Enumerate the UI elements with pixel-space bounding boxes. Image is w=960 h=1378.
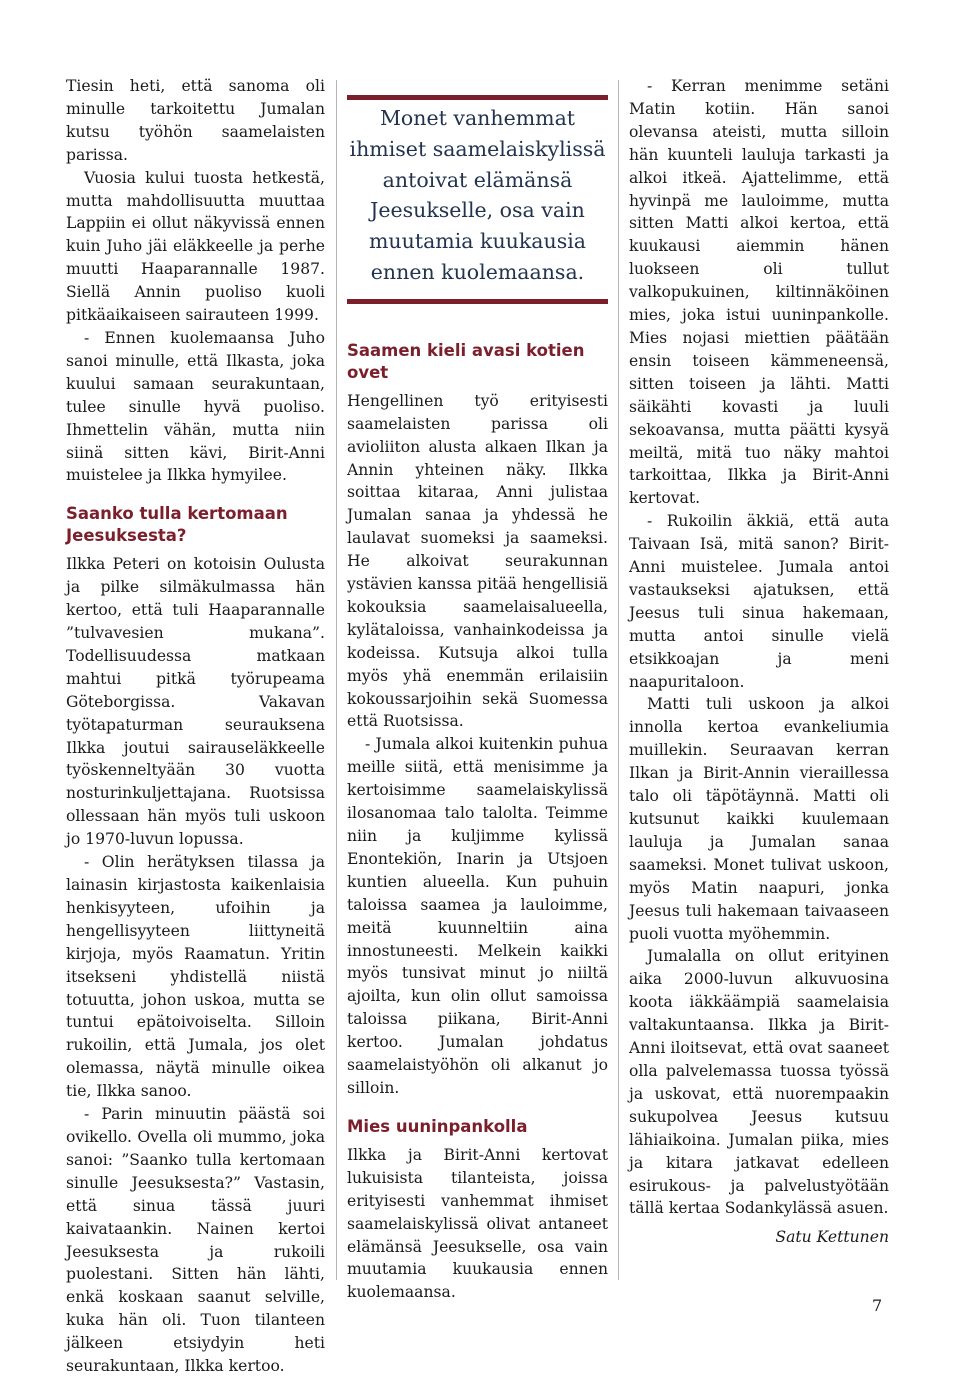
article-column-3: [629, 75, 889, 1249]
column-divider: [336, 80, 337, 1280]
paragraph: Vuosia kului tuosta hetkestä, mutta mahdollisuutta muuttaa Lappiin ei ollut näkyvissä ennen kuin Juho jäi eläkkeelle ja perhe muutti Haaparannalle 1987. Siellä Annin puoliso kuoli pitkäaikaiseen sairauteen 1999.: [66, 168, 325, 325]
paragraph: Ilkka Peteri on kotoisin Oulusta ja pilke silmäkulmassa hän kertoo, että tuli Haaparannalle ”tulvavesien mukana”. Todellisuudessa matkaan mahtui pitkä työrupeama Göteborgissa. Vakavan työtapaturman seurauksena Ilkka joutui sairauseläkkeelle työskenneltyään 30 vuotta nosturinkuljettajana. Ruotsissa ollessaan hän myös tuli uskoon jo 1970-luvun lopussa.: [66, 555, 325, 849]
section-heading: Saanko tulla kertomaan Jeesuksesta?: [66, 504, 288, 546]
paragraph: - Ennen kuolemaansa Juho sanoi minulle, että Ilkasta, joka kuului samaan seurakuntaan, tulee sinulle hyvä puoliso. Ihmettelin vähän, mutta niin siinä sitten kävi, Birit-Anni muistelee ja Ilkka hymyilee.: [66, 328, 325, 485]
paragraph: - Kerran menimme setäni Matin kotiin. Hän sanoi olevansa ateisti, mutta silloin hän kuunteli lauluja tarkasti ja alkoi itkeä. Ajattelimme, että hyvinpä me lauloimme, mutta sitten Matti alkoi kertoa, että kuukausi aiemmin hänen luokseen oli tullut valkopukuinen, kiltinnäköinen mies, joka istui uuninpankolle. Mies nojasi miettien päätään ensin toiseen kämmeneensä, sitten toiseen ja lähti. Matti säikähti kovasti ja luuli sekoavansa, mutta päätti kysyä meiltä, mitä tuo näky mahtoi tarkoittaa, Ilkka ja Birit-Anni kertovat.: [629, 77, 889, 508]
paragraph: - Rukoilin äkkiä, että auta Taivaan Isä, mitä sanon? Birit-Anni muistelee. Jumala antoi vastaukseksi ajatuksen, että Jeesus tuli sinua hakemaan, mutta antoi sinulle vielä etsikkoajan ja meni naapuritaloon.: [629, 512, 889, 691]
paragraph: Hengellinen työ erityisesti saamelaisten parissa oli avioliiton alusta alkaen Ilkan ja Annin yhteinen näky. Ilkka soittaa kitaraa, Anni julistaa Jumalan sanaa ja yhdessä he laulavat suomeksi ja saameksi. He alkoivat seurakunnan ystävien kanssa pitää hengellisiä kokouksia saamelaisalueella, kylätaloissa, vanhainkodeissa ja kodeissa. Kutsuja alkoi tulla myös yhä enemmän erilaisiin kokoussarjoihin sekä Suomessa että Ruotsissa.: [347, 391, 608, 731]
section-heading: Saamen kieli avasi kotien ovet: [347, 340, 585, 382]
article-column-1: [66, 75, 325, 1378]
paragraph: - Jumala alkoi kuitenkin puhua meille siitä, että menisimme ja kertoisimme saamelaiskylissä ilosanomaa talo talolta. Teimme niin ja kuljimme kylissä Enontekiön, Inarin ja Utsjoen kuntien alueella. Kun puhuin taloissa saamea ja lauloimme, meitä kuunneltiin aina innostuneesti. Melkein kaikki myös tunsivat minut jo niiltä ajoilta, kun olin ollut samoissa taloissa piikana, Birit-Anni kertoo. Jumalan johdatus saamelaistyöhön oli alkanut jo silloin.: [347, 735, 608, 1097]
column-divider: [618, 80, 619, 1280]
pull-quote: [347, 75, 608, 324]
paragraph: - Parin minuutin päästä soi ovikello. Ovella oli mummo, joka sanoi: ”Saanko tulla kertomaan sinulle Jeesuksesta?” Vastasin, että sinua tässä juuri kaivataankin. Nainen kertoi Jeesuksesta ja rukoili puolestani. Sitten hän lähti, enkä koskaan saanut selville, kuka hän oli. Tuon tilanteen jälkeen etsiydyin heti seurakuntaan, Ilkka kertoo.: [66, 1105, 325, 1376]
paragraph: Matti tuli uskoon ja alkoi innolla kertoa evankeliumia muillekin. Seuraavan kerran Ilkan ja Birit-Annin vieraillessa talo oli täpötäynnä. Matti oli kutsunut kaikki kuulemaan lauluja ja Jumalan sanaa saameksi. Monet tulivat uskoon, myös Matin naapuri, jonka Jeesus tuli hakemaan taivaaseen puoli vuotta myöhemmin.: [629, 695, 889, 943]
author-byline: Satu Kettunen: [775, 1228, 889, 1247]
paragraph: Ilkka ja Birit-Anni kertovat lukuisista tilanteista, joissa erityisesti vanhemmat ihmiset saamelaiskylissä olivat antaneet elämänsä Jeesukselle, osa vain muutamia kuukausia ennen kuolemaansa.: [347, 1145, 608, 1302]
article-column-2: [347, 75, 608, 1304]
paragraph: - Olin herätyksen tilassa ja lainasin kirjastosta kaikenlaisia henkisyyteen, ufoihin ja hengellisyyteen liittyneitä kirjoja, myös Raamatun. Yritin itsekseni yhdistellä niistä totuutta, johon uskoa, mutta se tuntui epätoivoiselta. Silloin rukoilin, että Jumala, jos olet olemassa, näytä minulle oikea tie, Ilkka sanoo.: [66, 853, 325, 1101]
pull-quote-text: Monet vanhemmat ihmiset saamelaiskylissä antoivat elämänsä Jeesukselle, osa vain muutamia kuukausia ennen kuolemaansa.: [349, 106, 606, 284]
page-number: 7: [872, 1296, 883, 1315]
section-heading: Mies uuninpankolla: [347, 1116, 528, 1136]
pull-quote-top-bar: [347, 95, 608, 100]
paragraph: Jumalalla on ollut erityinen aika 2000-luvun alkuvuosina koota iäkkäämpiä saamelaisia valtakuntaansa. Ilkka ja Birit-Anni iloitsevat, että ovat saaneet olla palvelemassa tuossa työssä ja uskovat, että nuorempaakin sukupolvea Jeesus kutsuu lähiaikoina. Jumalan piika, mies ja kitara jatkavat edelleen esirukous- ja palvelustyötään tällä kertaa Sodankylässä asuen.: [629, 947, 889, 1218]
paragraph: Tiesin heti, että sanoma oli minulle tarkoitettu Jumalan kutsu työhön saamelaisten parissa.: [66, 77, 325, 164]
pull-quote-bottom-bar: [347, 299, 608, 304]
